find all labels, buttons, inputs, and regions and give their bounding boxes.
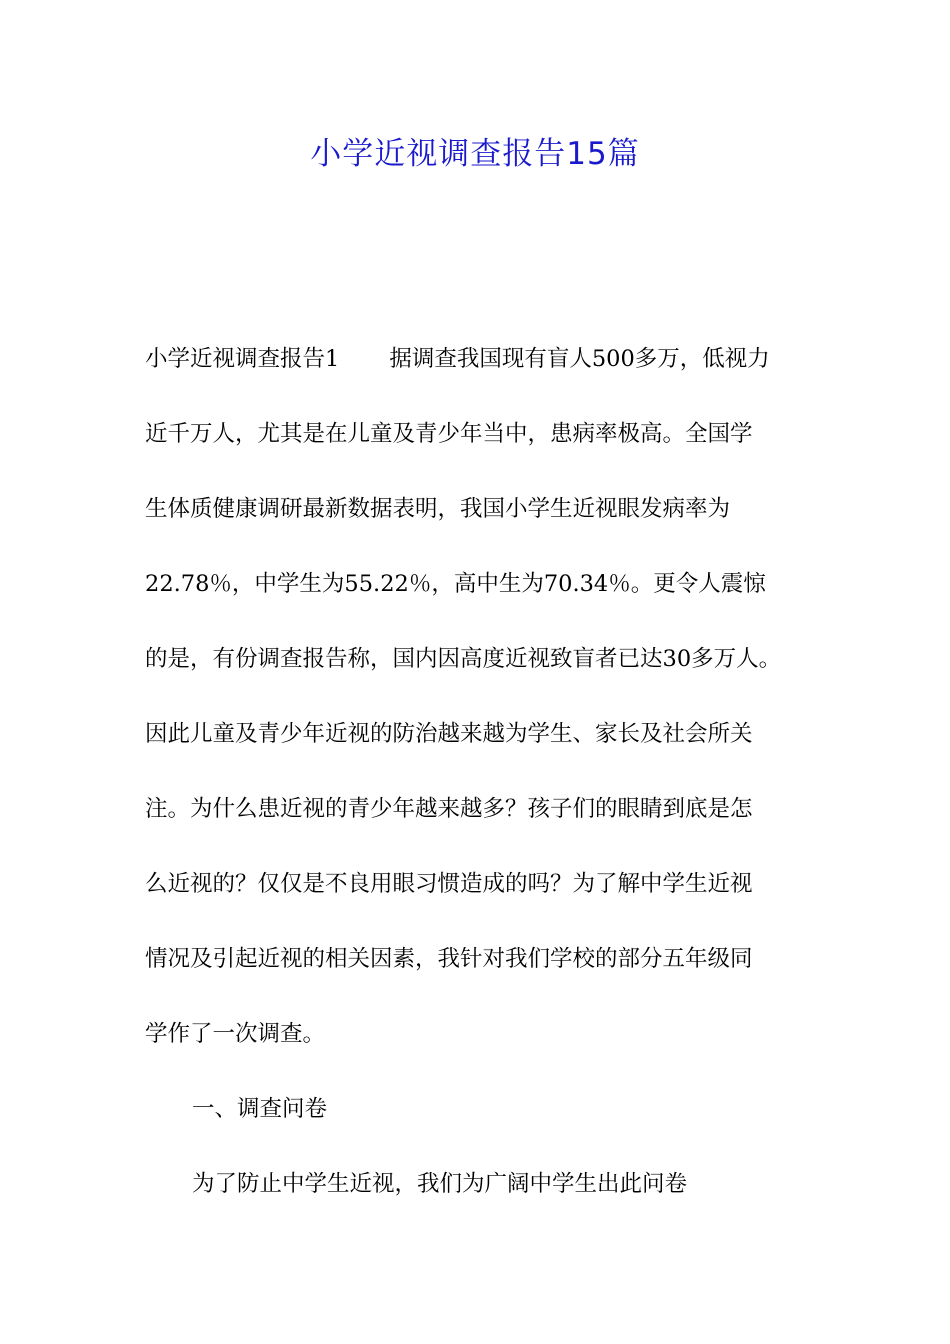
section-heading: 一、调查问卷 [192,1096,328,1122]
paragraph-line-9: 情况及引起近视的相关因素，我针对我们学校的部分五年级同 [145,946,753,972]
paragraph-line-10: 学作了一次调查。 [145,1021,326,1047]
paragraph-text: 据调查我国现有盲人500多万，低视力 [389,346,770,372]
paragraph-line-6: 因此儿童及青少年近视的防治越来越为学生、家长及社会所关 [145,721,753,747]
paragraph-line-5: 的是，有份调查报告称，国内因高度近视致盲者已达30多万人。 [145,646,782,672]
paragraph-line-3: 生体质健康调研最新数据表明，我国小学生近视眼发病率为 [145,496,731,522]
report-number-label: 小学近视调查报告1 [145,346,340,372]
paragraph-line-2: 近千万人，尤其是在儿童及青少年当中，患病率极高。全国学 [145,421,753,447]
paragraph-line-1 [145,344,770,374]
paragraph-line-12: 为了防止中学生近视，我们为广阔中学生出此问卷 [192,1171,688,1197]
document-title: 小学近视调查报告15篇 [310,136,640,172]
paragraph-line-8: 么近视的？仅仅是不良用眼习惯造成的吗？为了解中学生近视 [145,871,753,897]
paragraph-line-7: 注。为什么患近视的青少年越来越多？孩子们的眼睛到底是怎 [145,796,753,822]
paragraph-line-4: 22.78％，中学生为55.22％，高中生为70.34％。更令人震惊 [145,571,766,597]
